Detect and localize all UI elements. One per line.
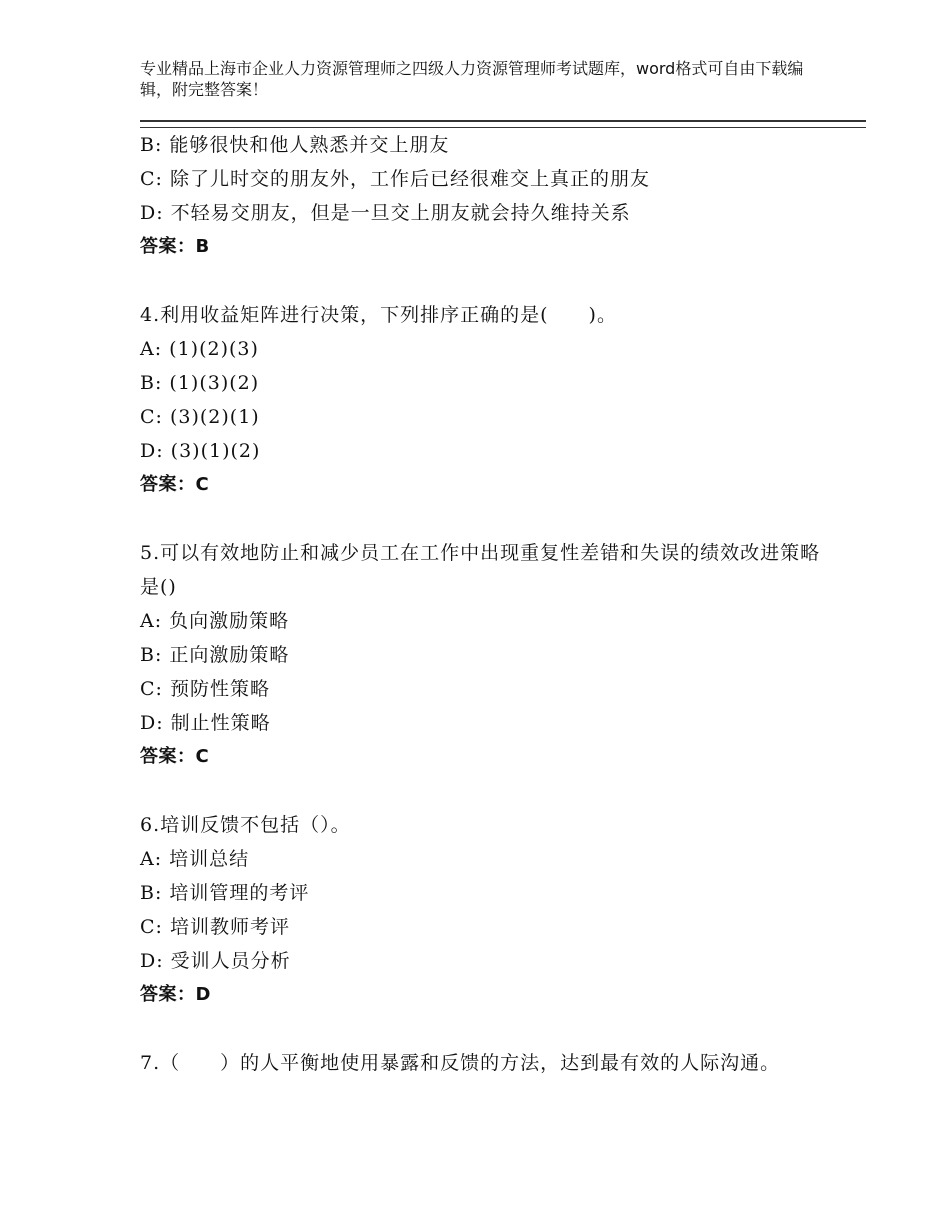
question-4-text: 4.利用收益矩阵进行决策，下列排序正确的是( )。	[140, 304, 617, 326]
question-3-option-d: D: 不轻易交朋友，但是一旦交上朋友就会持久维持关系	[140, 202, 631, 224]
question-4-answer: 答案：C	[140, 474, 210, 495]
question-4-option-d: D: (3)(1)(2)	[140, 440, 261, 462]
question-7-block	[140, 1046, 830, 1080]
spacer	[140, 774, 830, 808]
question-list	[140, 128, 830, 1080]
question-6-option-a: A: 培训总结	[140, 848, 250, 870]
question-4-option-b: B: (1)(3)(2)	[140, 372, 260, 394]
spacer	[140, 264, 830, 298]
question-5-option-b: B: 正向激励策略	[140, 644, 290, 666]
question-6-option-d: D: 受训人员分析	[140, 950, 291, 972]
question-3-option-b: B: 能够很快和他人熟悉并交上朋友	[140, 134, 450, 156]
question-6-block	[140, 808, 830, 1012]
question-5-option-a: A: 负向激励策略	[140, 610, 290, 632]
header-text: 专业精品上海市企业人力资源管理师之四级人力资源管理师考试题库，word格式可自由下载编辑，附完整答案！	[140, 59, 804, 99]
question-6-answer: 答案：D	[140, 984, 211, 1005]
question-4-option-c: C: (3)(2)(1)	[140, 406, 260, 428]
spacer	[140, 1012, 830, 1046]
question-7-text: 7.（ ）的人平衡地使用暴露和反馈的方法，达到最有效的人际沟通。	[140, 1052, 781, 1074]
question-3-answer: 答案：B	[140, 236, 210, 257]
header-divider	[140, 120, 866, 128]
question-3-option-c: C: 除了儿时交的朋友外，工作后已经很难交上真正的朋友	[140, 168, 650, 190]
question-5-answer: 答案：C	[140, 746, 210, 767]
document-header	[140, 58, 820, 100]
question-4-block	[140, 298, 830, 502]
question-5-option-d: D: 制止性策略	[140, 712, 271, 734]
question-6-option-b: B: 培训管理的考评	[140, 882, 310, 904]
spacer	[140, 502, 830, 536]
question-6-text: 6.培训反馈不包括（）。	[140, 814, 351, 836]
question-4-option-a: A: (1)(2)(3)	[140, 338, 259, 360]
question-5-block	[140, 536, 830, 774]
question-6-option-c: C: 培训教师考评	[140, 916, 290, 938]
question-5-option-c: C: 预防性策略	[140, 678, 270, 700]
question-3-block	[140, 128, 830, 264]
question-5-text: 5.可以有效地防止和减少员工在工作中出现重复性差错和失误的绩效改进策略是()	[140, 542, 821, 598]
